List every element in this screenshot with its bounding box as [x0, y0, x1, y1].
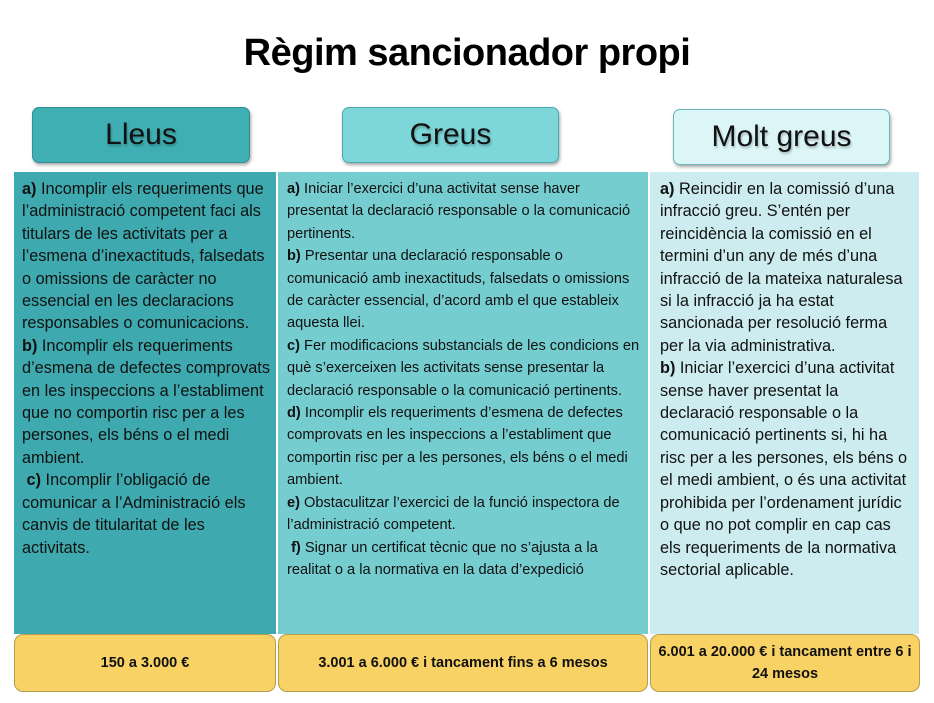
item-label: c): [26, 471, 42, 490]
item-text: Obstaculitzar l’exercici de la funció inspectora de l’administració competent.: [287, 494, 620, 534]
item-text: Iniciar l’exercici d’una activitat sense haver presentat la declaració responsable o la comunicació pertinents.: [287, 181, 631, 242]
item-label: a): [22, 180, 37, 198]
item-label: a): [660, 180, 675, 198]
infraction-item: [287, 537, 642, 582]
infraction-item: [22, 178, 270, 335]
header-lleus: Lleus: [32, 107, 250, 163]
item-text: Incomplir els requeriments que l’administració competent faci als titulars de les activitats per a l’esmena d’inexactituds, falsedats o omissions de caràcter no essencial en les declaracions responsables o comunicacions.: [22, 180, 265, 333]
item-label: d): [287, 405, 301, 422]
item-label: b): [660, 359, 676, 378]
item-label: b): [22, 336, 38, 355]
item-text: Reincidir en la comissió d’una infracció greu. S’entén per reincidència la comissió en el termini d’un any de més d’una infracció de la mateixa naturalesa si la infracció ja ha estat sancionada per resolució ferma per la via administrativa.: [660, 180, 903, 355]
infraction-item: [287, 245, 642, 335]
infraction-item: [287, 335, 642, 402]
infraction-item: [287, 178, 642, 245]
item-label: a): [287, 181, 300, 197]
header-greus: Greus: [342, 107, 559, 163]
infraction-item: [22, 469, 270, 559]
infraction-item: [660, 178, 913, 357]
infraction-item: [22, 335, 270, 469]
sanction-molt-greus: 6.001 a 20.000 € i tancament entre 6 i 24 mesos: [650, 634, 920, 692]
item-text: Incomplir els requeriments d’esmena de defectes comprovats en les inspeccions a l’establiment que comportin risc per a les persones, els béns o el medi ambient.: [287, 405, 628, 489]
item-text: Fer modificacions substancials de les condicions en què s’exerceixen les activitats sense presentar la declaració responsable o la comunicació pertinents.: [287, 337, 640, 399]
item-label: c): [287, 337, 300, 354]
column-molt-greus-infractions: [650, 172, 919, 634]
item-label: e): [287, 494, 300, 511]
column-lleus-infractions: [14, 172, 276, 634]
infraction-item: [287, 402, 642, 492]
header-molt-greus: Molt greus: [673, 109, 890, 165]
item-text: Iniciar l’exercici d’una activitat sense haver presentat la declaració responsable o la comunicació pertinents si, hi ha risc per a les persones, els béns o el medi ambient, o és una activitat prohibida per l’ordenament jurídic o que no pot complir en cap cas els requeriments de la normativa sectorial aplicable.: [660, 359, 908, 579]
item-text: Incomplir els requeriments d’esmena de defectes comprovats en les inspeccions a l’establiment que no comportin risc per a les persones, els béns o el medi ambient.: [22, 336, 270, 467]
page-title: Règim sancionador propi: [243, 32, 691, 74]
infraction-item: [660, 357, 913, 581]
infraction-item: [287, 492, 642, 537]
sanction-greus: 3.001 a 6.000 € i tancament fins a 6 mesos: [278, 634, 648, 692]
item-text: Signar un certificat tècnic que no s’ajusta a la realitat o a la normativa en la data d’expedició: [287, 539, 598, 578]
item-text: Incomplir l’obligació de comunicar a l’Administració els canvis de titularitat de les activitats.: [22, 471, 246, 557]
item-label: f): [291, 539, 301, 556]
sanction-lleus: 150 a 3.000 €: [14, 634, 276, 692]
item-text: Presentar una declaració responsable o comunicació amb inexactituds, falsedats o omissions de caràcter essencial, d’acord amb el que estableix aquesta llei.: [287, 248, 630, 332]
column-greus-infractions: [278, 172, 648, 634]
item-label: b): [287, 248, 301, 265]
